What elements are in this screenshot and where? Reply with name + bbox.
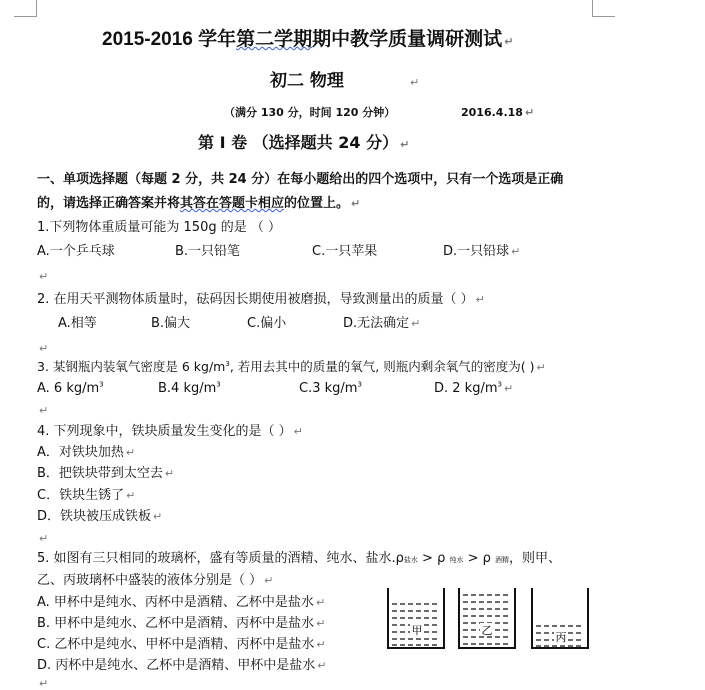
section-instructions-line2: 的，请选择正确答案并将其答在答题卡相应的位置上。 ↵ [37,196,361,211]
cup-jia-label: 甲 [411,624,423,637]
cup-yi-label: 乙 [481,624,493,637]
paragraph-mark-icon: ↵ [315,596,326,609]
crop-mark-left [14,0,37,17]
paragraph-mark-icon: ↵ [153,510,163,523]
cup-bing-label: 丙 [555,631,567,644]
cup-jia [388,588,444,648]
paragraph-mark-icon: ↵ [400,138,410,151]
question-1-stem: 1.下列物体重质量可能为 150g 的是 （ ） [37,220,281,235]
paragraph-mark-icon: ↵ [39,677,49,690]
question-4-option-a: A．对铁块加热 ↵ [37,445,136,460]
question-5-option-b: B. 甲杯中是纯水、乙杯中是酒精、丙杯中是盐水 ↵ [37,616,326,631]
paragraph-mark-icon: ↵ [317,659,327,672]
paragraph-mark-icon: ↵ [316,638,326,651]
crop-mark-right [592,0,615,17]
question-1-option-b: B.一只铅笔 [175,244,241,259]
cup-bing [532,588,588,648]
question-4-stem: 4. 下列现象中，铁块质量发生变化的是（ ） ↵ [37,424,303,439]
paragraph-mark-icon: ↵ [39,532,49,545]
question-5-option-a: A. 甲杯中是纯水、丙杯中是酒精、乙杯中是盐水 ↵ [37,595,326,610]
volume-heading: 第 I 卷 （选择题共 24 分） ↵ [198,133,410,152]
question-4-option-b: B．把铁块带到太空去 ↵ [37,466,175,481]
paragraph-mark-icon: ↵ [411,317,421,330]
question-4-option-d: D．铁块被压成铁板 ↵ [37,509,163,524]
question-1-option-d: D.一只铅球 ↵ [443,244,521,259]
question-5-stem-line2: 乙、丙玻璃杯中盛装的液体分别是（ ） ↵ [37,573,274,588]
question-2-stem: 2. 在用天平测物体质量时，砝码因长期使用被磨损，导致测量出的质量（ ） ↵ [37,292,485,307]
paragraph-mark-icon: ↵ [264,574,274,587]
question-2-option-a: A.相等 [58,316,97,331]
question-3-option-a: A. 6 $kg/m^3$ [37,380,104,396]
question-2-option-b: B.偏大 [151,316,191,331]
paragraph-mark-icon: ↵ [39,342,49,355]
exam-meta: （满分 130 分，时间 120 分钟） [224,106,396,119]
paragraph-mark-icon: ↵ [524,106,535,119]
question-3-option-d: D. 2 $kg/m^3$ ↵ [434,380,514,396]
paragraph-mark-icon: ↵ [316,617,326,630]
page-title: 2015-2016 学年第二学期期中教学质量调研测试 ↵ [102,29,514,50]
question-2-option-d: D.无法确定 ↵ [343,316,421,331]
paragraph-mark-icon: ↵ [511,245,521,258]
paragraph-mark-icon: ↵ [126,489,136,502]
cup-yi-outline [459,588,515,648]
question-2-option-c: C.偏小 [247,316,287,331]
paragraph-mark-icon: ↵ [503,382,514,395]
question-1-option-c: C.一只苹果 [312,244,378,259]
question-5-stem-line1: 5. 如图有三只相同的玻璃杯，盛有等质量的酒精、纯水、盐水.ρ盐水 > ρ 纯水 > ρ 酒精，则甲、 [37,551,562,566]
subtitle: 初二 物理 [270,71,344,91]
question-5-option-d: D. 丙杯中是纯水、乙杯中是酒精、甲杯中是盐水 ↵ [37,658,327,673]
question-3-option-c: C.3 $kg/m^3$ [299,380,362,396]
glass-cups-figure [384,584,594,654]
cup-yi [459,588,515,648]
question-5-option-c: C. 乙杯中是纯水、甲杯中是酒精、丙杯中是盐水 ↵ [37,637,326,652]
question-3-stem: 3. 某钢瓶内装氧气密度是 6 $kg/m^3$, 若用去其中的质量的氧气, 则瓶内剩余氧气的密度为( ) ↵ [37,359,546,374]
exam-date: 2016.4.18 ↵ [461,106,535,119]
paragraph-mark-icon: ↵ [351,197,361,210]
question-3-option-b: B.4 $kg/m^3$ [158,380,221,396]
paragraph-mark-icon: ↵ [410,76,420,89]
paragraph-mark-icon: ↵ [293,425,303,438]
paragraph-mark-icon: ↵ [475,293,485,306]
paragraph-mark-icon: ↵ [39,404,49,417]
paragraph-mark-icon: ↵ [536,361,546,374]
paragraph-mark-icon: ↵ [125,446,136,459]
section-instructions-line1: 一、单项选择题（每题 2 分，共 24 分）在每小题给出的四个选项中，只有一个选项是正确 [37,172,564,187]
paragraph-mark-icon: ↵ [504,36,514,48]
paragraph-mark-icon: ↵ [39,270,49,283]
question-4-option-c: C．铁块生锈了 ↵ [37,488,136,503]
question-1-option-a: A.一个乒乓球 [37,244,115,259]
paragraph-mark-icon: ↵ [164,467,175,480]
